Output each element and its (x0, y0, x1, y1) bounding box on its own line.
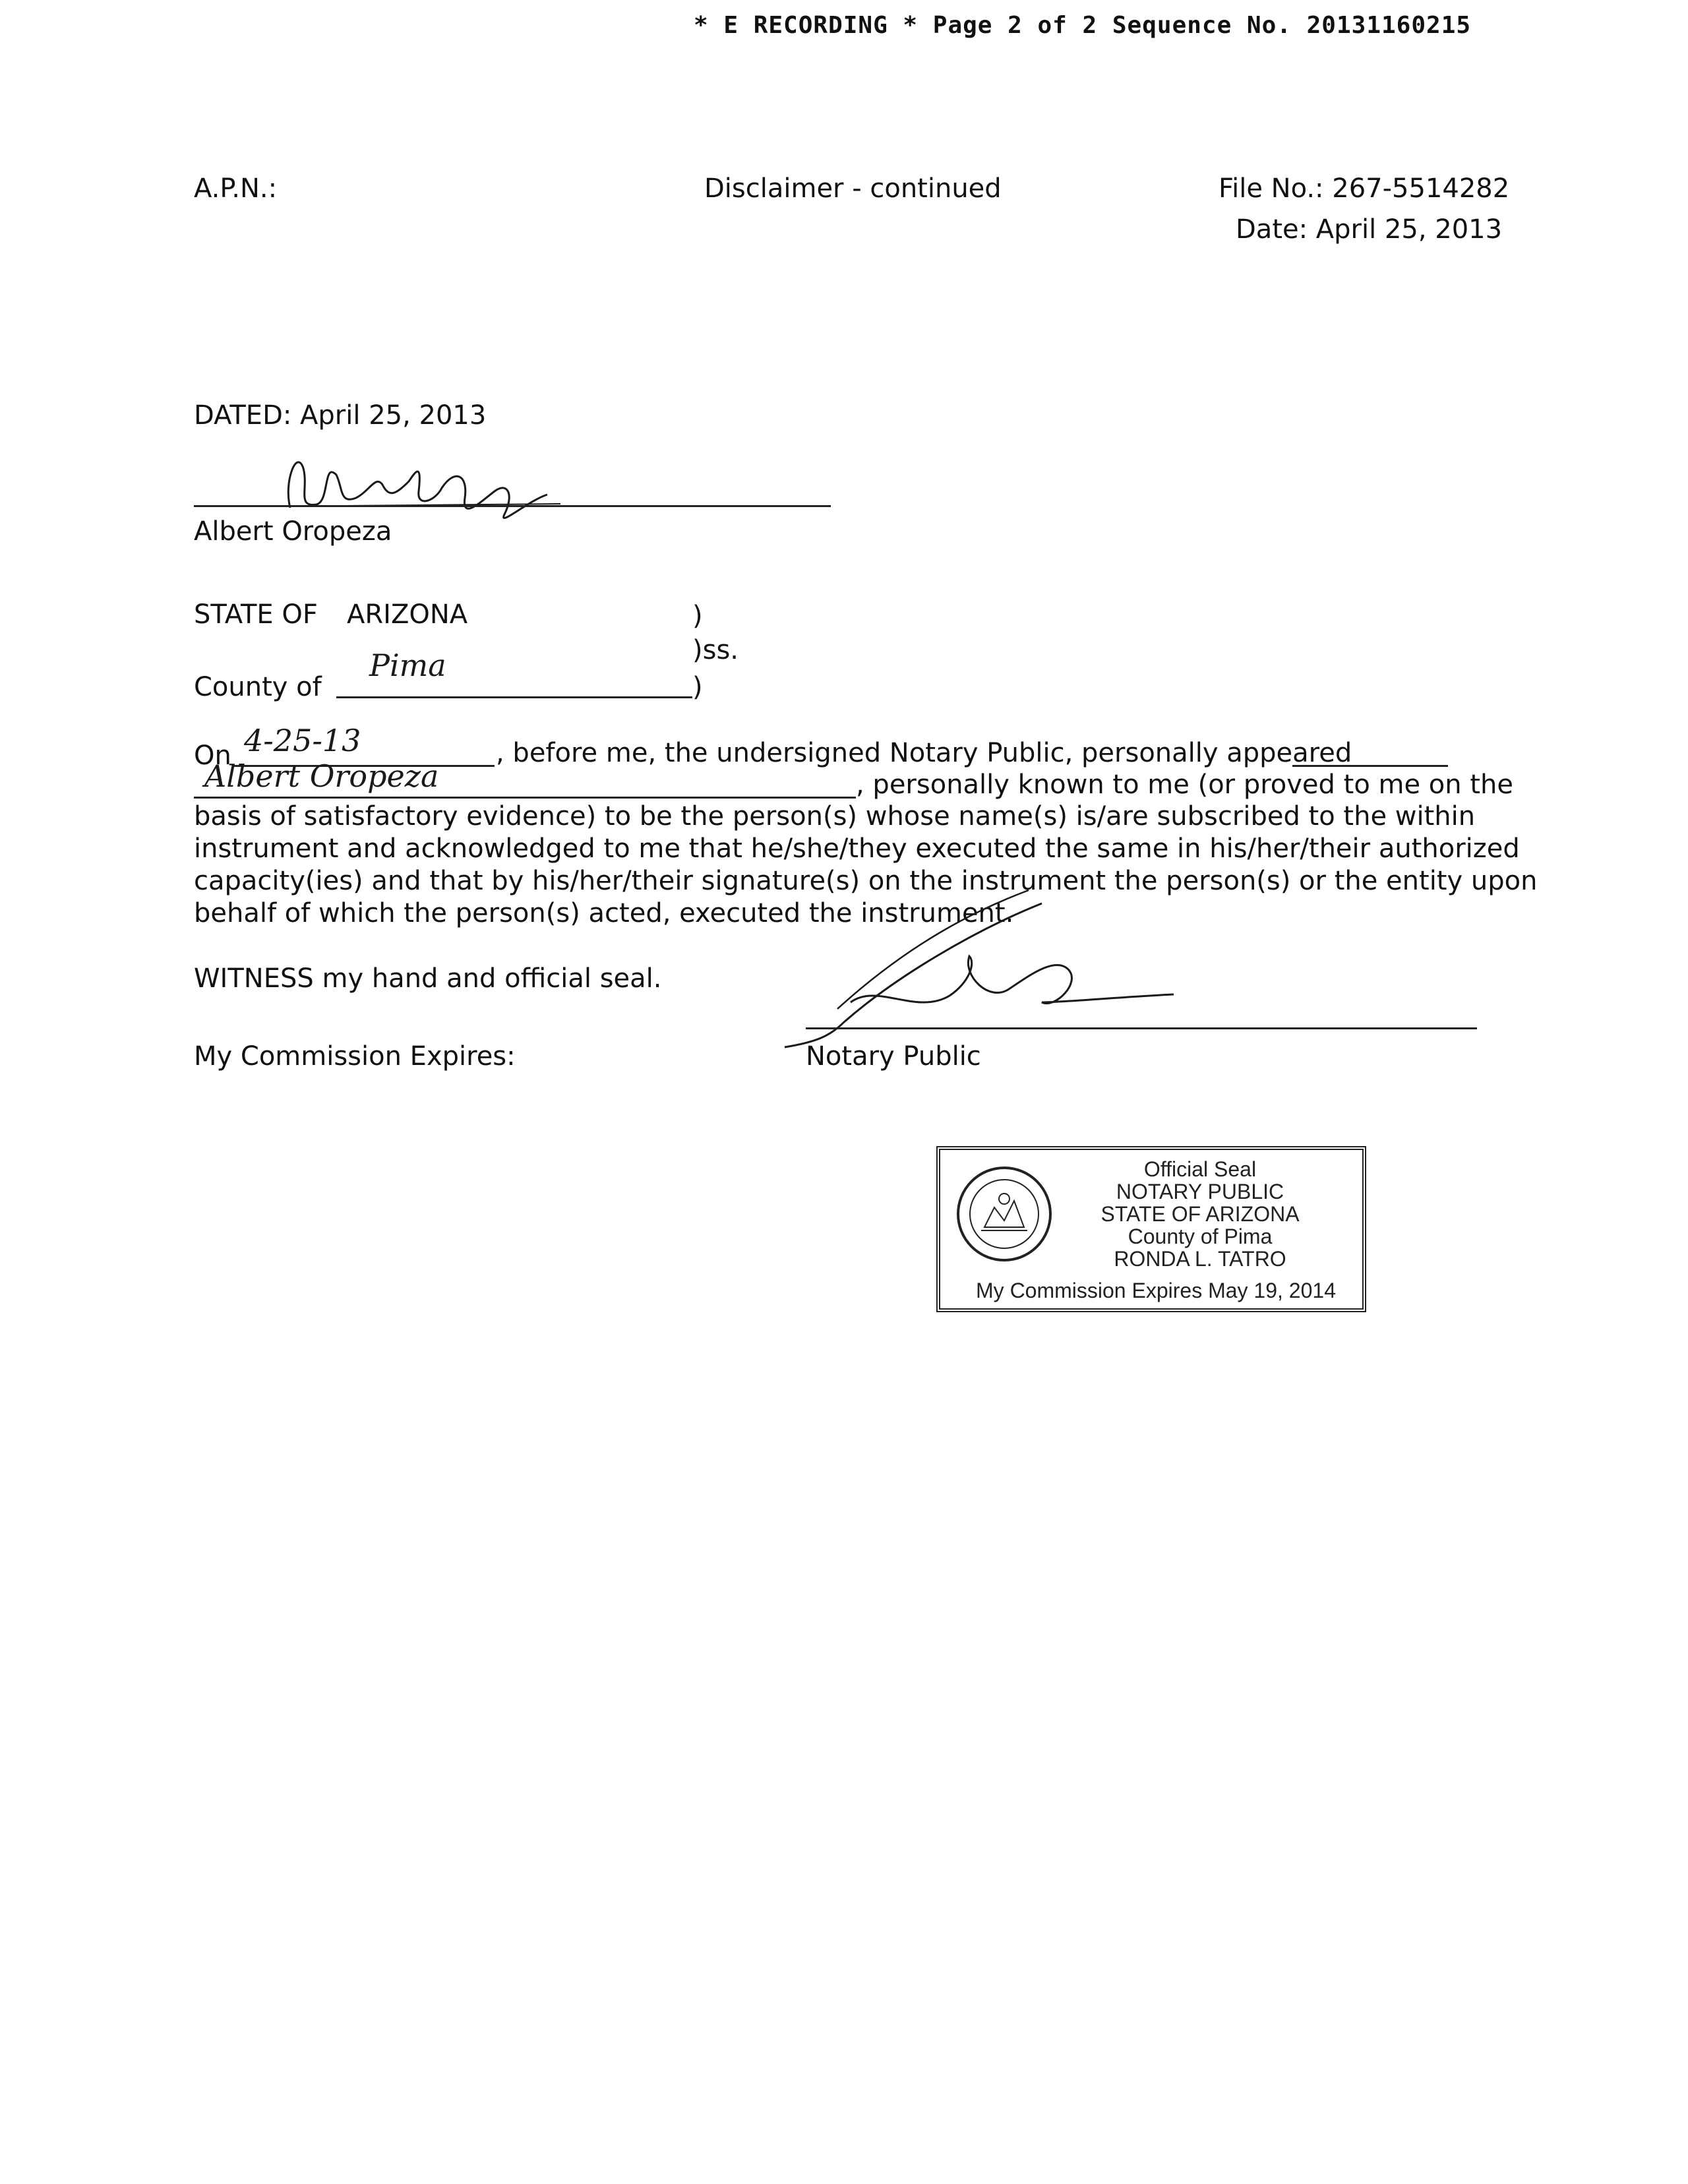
county-underline (336, 696, 692, 698)
venue-ss: )ss. (692, 635, 738, 665)
ack-line-4: instrument and acknowledged to me that he/she/they executed the same in his/her/their authorized (194, 834, 1520, 864)
document-title: Disclaimer - continued (704, 173, 1002, 204)
venue-paren-3: ) (692, 672, 703, 702)
ack-line-6: behalf of which the person(s) acted, executed the instrument. (194, 898, 1014, 928)
notary-public-label: Notary Public (806, 1041, 981, 1072)
notary-signature-line (806, 1027, 1477, 1029)
venue-paren-1: ) (692, 601, 703, 631)
county-handwritten: Pima (369, 648, 446, 683)
recording-header: * E RECORDING * Page 2 of 2 Sequence No. 20131160215 (694, 12, 1472, 39)
seal-text-block (1055, 1158, 1345, 1270)
seal-line-1: Official Seal (1143, 1157, 1257, 1181)
seal-line-4: County of Pima (1128, 1225, 1273, 1248)
notary-seal (936, 1146, 1366, 1312)
commission-expires-label: My Commission Expires: (194, 1041, 516, 1072)
witness-text: WITNESS my hand and official seal. (194, 963, 662, 994)
state-label: STATE OF (194, 599, 318, 630)
appeared-blank-line (1292, 765, 1448, 767)
state-value: ARIZONA (347, 599, 468, 630)
seal-line-5: RONDA L. TATRO (1114, 1247, 1286, 1271)
state-seal-emblem-icon (955, 1165, 1054, 1263)
ack-name-underline (194, 797, 856, 799)
signer-signature-line (194, 505, 831, 507)
ack-line-1: , before me, the undersigned Notary Public, personally appeared (496, 738, 1352, 768)
dated-line: DATED: April 25, 2013 (194, 400, 487, 431)
file-number: File No.: 267-5514282 (1219, 173, 1510, 204)
notary-signature (778, 877, 1187, 1062)
ack-line-2: , personally known to me (or proved to me on the (856, 770, 1513, 800)
seal-line-3: STATE OF ARIZONA (1100, 1202, 1300, 1226)
county-label: County of (194, 672, 322, 702)
on-label: On (194, 741, 231, 771)
seal-line-2: NOTARY PUBLIC (1116, 1180, 1284, 1203)
ack-line-3: basis of satisfactory evidence) to be the person(s) whose name(s) is/are subscribed to the within (194, 801, 1476, 832)
ack-line-5: capacity(ies) and that by his/her/their signature(s) on the instrument the person(s) or the entity upon (194, 866, 1538, 896)
apn-label: A.P.N.: (194, 173, 278, 204)
ack-name-handwritten: Albert Oropeza (204, 758, 439, 794)
document-date: Date: April 25, 2013 (1236, 214, 1503, 245)
ack-date-handwritten: 4-25-13 (244, 723, 361, 758)
signer-printed-name: Albert Oropeza (194, 516, 392, 547)
seal-line-6: My Commission Expires May 19, 2014 (976, 1279, 1336, 1302)
